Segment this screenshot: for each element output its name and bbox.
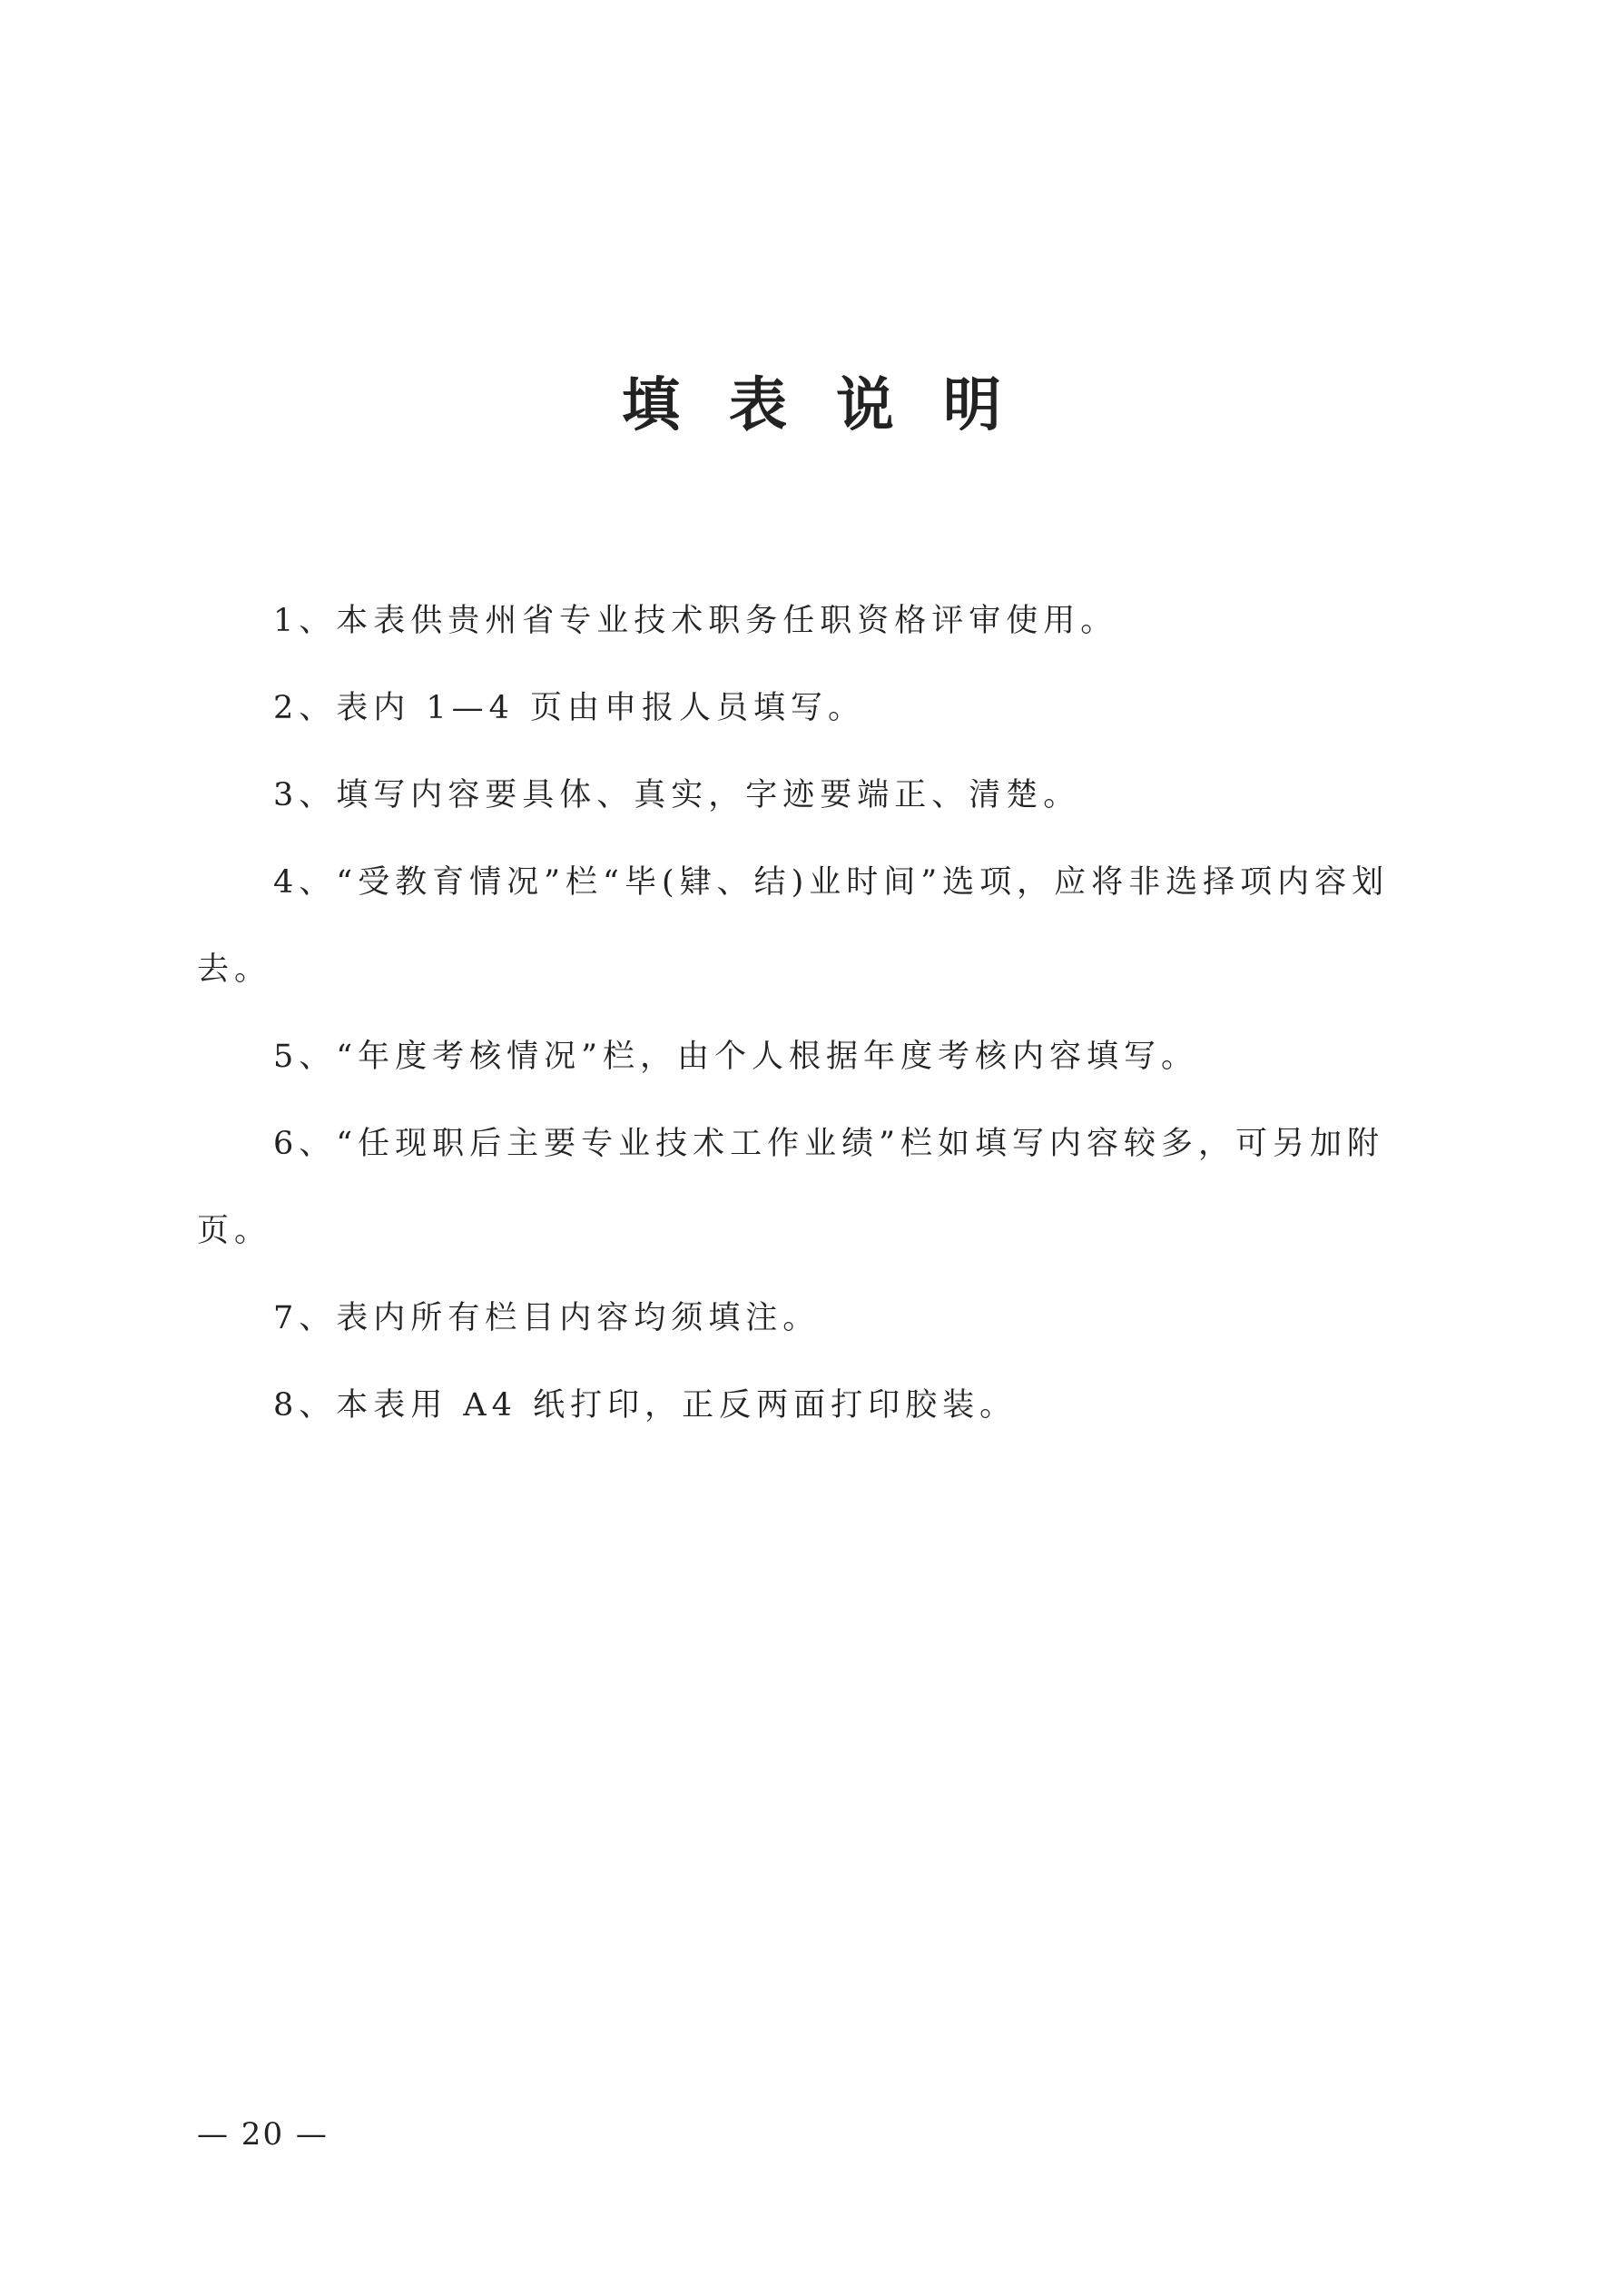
page-title: 填表说明 xyxy=(622,372,1050,439)
instructions-list xyxy=(197,577,1436,1449)
instruction-item-4: 4、“受教育情况”栏“毕(肄、结)业时间”选项，应将非选择项内容划去。 xyxy=(197,864,1390,988)
instruction-item-2: 2、表内 1—4 页由申报人员填写。 xyxy=(273,690,866,726)
instruction-item-7: 7、表内所有栏目内容均须填注。 xyxy=(273,1300,821,1336)
instruction-item-6: 6、“任现职后主要专业技术工作业绩”栏如填写内容较多，可另加附页。 xyxy=(197,1126,1385,1249)
instruction-item-8: 8、本表用 A4 纸打印，正反两面打印胶装。 xyxy=(273,1387,1018,1424)
instruction-item-1: 1、本表供贵州省专业技术职务任职资格评审使用。 xyxy=(273,603,1118,639)
page-number: — 20 — xyxy=(197,2116,329,2153)
instruction-item-3: 3、填写内容要具体、真实，字迹要端正、清楚。 xyxy=(273,777,1081,813)
instruction-item-5: 5、“年度考核情况”栏，由个人根据年度考核内容填写。 xyxy=(273,1039,1199,1075)
